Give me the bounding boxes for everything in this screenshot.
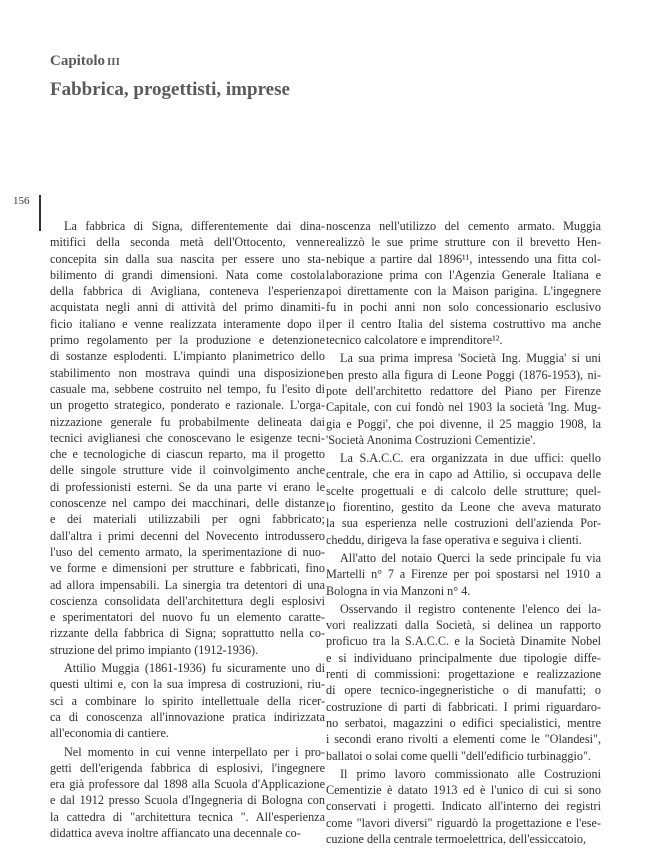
paragraph [326,350,601,448]
paragraph [326,550,601,599]
text-line: Osservando il registro contenente l'elenco dei la- [340,601,601,616]
text-line: nebique a partire dal 1896¹¹, intessendo una fitta col- [326,251,601,266]
text-line: nizzazione generale fu probabilmente delineata dai [50,414,325,429]
chapter-title: Fabbrica, progettisti, imprese [50,79,290,100]
text-line: ben presto alla figura di Leone Poggi (1876-1953), ni- [326,367,601,382]
text-line: poi direttamente con la Maison parigina. L'ingegnere [326,284,601,299]
text-line: Bologna in via Manzoni n° 4. [326,583,471,598]
text-line: ad allora impensabili. La sinergia tra detentori di una [50,577,325,592]
text-line: scì a combinare lo spirito intellettuale della ricer- [50,693,325,708]
text-line: un progetto strategico, ponderato e razionale. L'orga- [50,398,325,413]
text-line: La S.A.C.C. era organizzata in due uffici: quello [340,451,601,466]
chapter-word: Capitolo [50,53,106,69]
text-line: stabilimento non mostrava quindi una disposizione [50,365,325,380]
text-line: di sostanze esplodenti. L'impianto planimetrico dello [50,349,325,364]
text-line: era già professore dal 1898 alla Scuola d'Applicazione [50,777,325,792]
text-line: All'atto del notaio Querci la sede principale fu via [340,550,601,565]
paragraph [326,601,601,764]
text-line: che e tecnologiche di ciascun reparto, ma il progetto [50,447,325,462]
text-line: Il primo lavoro commissionato alle Costruzioni [340,766,601,781]
text-line: gia e Poggi', che poi divenne, il 25 maggio 1908, la [326,416,601,431]
chapter-label [50,53,120,70]
text-line: tecnico calcolatore e imprenditore¹². [326,333,503,348]
text-line: fu in pochi anni non solo concessionario esclusivo [326,300,601,315]
paragraph [326,766,601,847]
text-line: lo fiorentino, gestito da Leone che aveva maturato [326,500,601,515]
text-line: rizzante della fabbrica di Signa; soprattutto nella co- [50,626,325,641]
page-number: 156 [13,195,30,207]
text-line: centrale, che era in capo ad Attilio, si occupava delle [326,467,601,482]
text-line: Nel momento in cui venne interpellato per i pro- [64,744,325,759]
text-line: Cementizie è datato 1913 ed è l'unico di cui si sono [326,783,601,798]
text-line: e dal 1912 presso Scuola d'Ingegneria di Bologna con [50,793,325,808]
paragraph [326,218,601,348]
text-line: ficio italiano e venne realizzata interamente dopo il [50,316,325,331]
text-line: per il centro Italia del sistema costruttivo ma anche [326,316,601,331]
text-line: coscienza consolidata dell'architettura degli esplosivi [50,593,325,608]
text-line: no serbatoi, magazzini o edifici specialistici, mentre [326,715,601,730]
text-line: dall'altra i primi decenni del Novecento introdussero [50,528,325,543]
text-line: Attilio Muggia (1861-1936) fu sicuramente uno di [64,661,325,676]
text-line: acquistata negli anni di attività del primo dinamiti- [50,300,325,315]
text-line: pote dell'architetto redattore del Piano per Firenze [326,383,601,398]
text-line: costruzione di parti di fabbricati. I primi riguardaro- [326,699,601,714]
text-line: all'economia di cantiere. [50,726,169,741]
text-line: vori realizzati dalla Società, si delinea un rapporto [326,618,601,633]
text-line: ballatoi o solai come quelli "dell'edificio turbinaggio". [326,748,591,763]
text-line: tecnici aviglianesi che conoscevano le esigenze tecni- [50,430,325,445]
text-line: e sperimentatori del nuovo fu un elemento caratte- [50,610,325,625]
right-text-column [326,218,601,849]
paragraph [326,450,601,548]
text-line: conservati i progetti. Indicato all'interno dei registri [326,799,601,814]
text-line: noscenza nell'utilizzo del cemento armato. Muggia [326,219,601,233]
text-line: casuale ma, sebbene costruito nel tempo, fu l'esito di [50,381,325,396]
text-line: 'Società Anonima Costruzioni Cementizie'. [326,432,536,447]
margin-rule [39,195,41,231]
text-line: renti di commissioni: progettazione e realizzazione [326,667,601,682]
paragraph [50,218,325,658]
text-line: come "lavori diversi" riguardò la progettazione e l'ese- [326,815,601,830]
text-line: mitifici della seconda metà dell'Ottocento, venne [50,235,325,250]
text-line: l'uso del cemento armato, la sperimentazione di nuo- [50,544,325,559]
text-line: i secondi erano rivolti a elementi come le "Olandesi", [326,732,601,747]
text-line: laborazione prima con l'Agenzia Generale Italiana e [326,267,601,282]
paragraph [50,660,325,741]
text-line: e si individuano principalmente due tipologie diffe- [326,650,601,665]
chapter-number: III [107,56,120,68]
text-line: della fabbrica di Avigliana, conteneva l'esperienza [50,284,325,299]
text-line: cheddu, dirigeva la fase operativa e seguiva i clienti. [326,532,582,547]
text-line: delle singole strutture vide il coinvolgimento anche [50,463,325,478]
text-line: La sua prima impresa 'Società Ing. Muggia' si uni [340,351,601,366]
text-line: Capitale, con cui fondò nel 1903 la società 'Ing. Mug- [326,400,601,415]
text-line: didattica aveva inoltre affiancato una decennale co- [50,825,301,840]
text-line: bilimento di grandi dimensioni. Nata come costola [50,267,325,282]
text-line: conoscenze nel campo dei macchinari, delle distanze [50,496,325,511]
text-line: ca di conoscenza all'innovazione pratica indirizzata [50,709,325,724]
left-text-column [50,218,325,843]
text-line: la cattedra di "architettura tecnica ". All'esperienza [50,809,325,824]
text-line: Martelli n° 7 a Firenze per poi spostarsi nel 1910 a [326,567,601,582]
text-line: proficuo tra la S.A.C.C. e la Società Dinamite Nobel [326,634,601,649]
text-line: struzione del primo impianto (1912-1936). [50,642,259,657]
text-line: concepita sin dalla sua nascita per essere uno sta- [50,251,325,266]
text-line: e dei materiali utilizzabili per ogni fabbricato; [50,512,325,527]
text-line: ve forme e dimensioni per strutture e fabbricati, fino [50,561,325,576]
text-line: primo regolamento per la produzione e detenzione [50,333,325,348]
text-line: cuzione della centrale termoelettrica, dell'essiccatoio, [326,831,587,846]
text-line: La fabbrica di Signa, differentemente dai dina- [64,219,325,233]
text-line: questi ultimi e, con la sua impresa di costruzioni, riu- [50,677,325,692]
text-line: getti dell'erigenda fabbrica di esplosivi, l'ingegnere [50,760,325,775]
text-line: la sua esperienza nelle costruzioni dell'azienda Por- [326,516,601,531]
text-line: scelte progettuali e di calcolo delle strutture; quel- [326,483,601,498]
paragraph [50,744,325,842]
text-line: di opere tecnico-ingegneristiche o di manufatti; o [326,683,601,698]
text-line: realizzò le sue prime strutture con il brevetto Hen- [326,235,601,250]
text-line: di professionisti esterni. Se da una parte vi erano le [50,479,325,494]
